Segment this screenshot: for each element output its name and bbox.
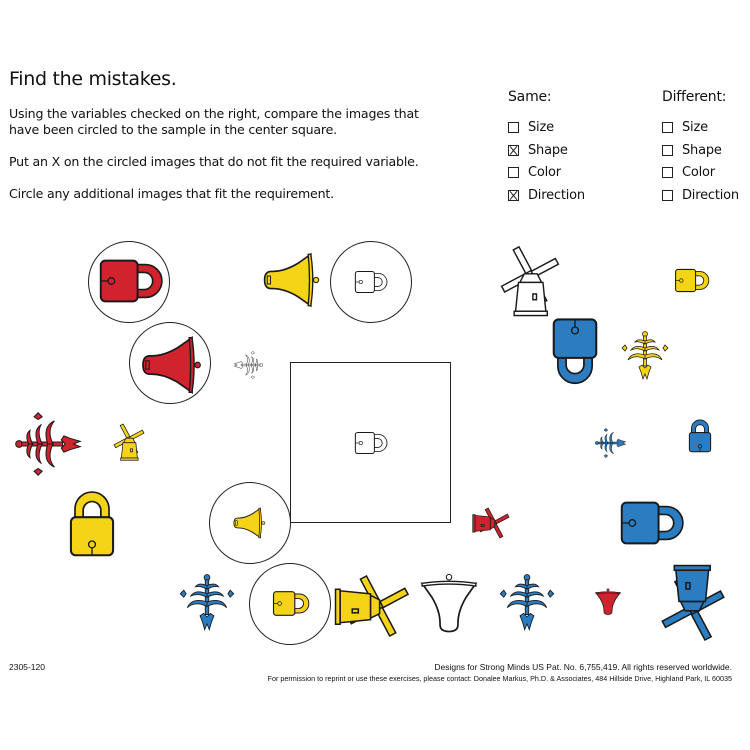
blue-padlock-up-icon[interactable] — [688, 418, 712, 454]
checkbox-different-color[interactable] — [662, 167, 673, 178]
instruction-line-4: Circle any additional images that fit the requirement. — [9, 186, 334, 201]
red-padlock-icon[interactable] — [98, 258, 164, 304]
blue-flower-icon[interactable] — [498, 568, 556, 638]
different-shape-option[interactable] — [662, 143, 722, 158]
yellow-bell-icon[interactable] — [258, 250, 324, 310]
checkbox-different-size[interactable] — [662, 122, 673, 133]
yellow-bell-small-icon[interactable] — [230, 506, 268, 540]
option-label: Size — [682, 120, 708, 135]
same-color-option[interactable] — [508, 165, 561, 180]
same-direction-option[interactable] — [508, 188, 585, 203]
same-shape-option[interactable] — [508, 143, 568, 158]
option-label: Size — [528, 120, 554, 135]
option-label: Direction — [528, 188, 585, 203]
blue-padlock-right-icon[interactable] — [618, 500, 686, 546]
red-flower-icon[interactable] — [15, 409, 83, 479]
instruction-line-1: Using the variables checked on the right, compare the images that — [9, 106, 419, 121]
instruction-line-2: have been circled to the sample in the center square. — [9, 122, 337, 137]
exercise-code: 2305-120 — [9, 662, 45, 672]
same-heading: Same: — [508, 89, 552, 105]
red-windmill-small-icon[interactable] — [472, 504, 510, 542]
different-heading: Different: — [662, 89, 727, 105]
yellow-windmill-small-icon[interactable] — [110, 422, 148, 462]
checkbox-different-shape[interactable] — [662, 145, 673, 156]
different-size-option[interactable] — [662, 120, 708, 135]
option-label: Shape — [682, 143, 722, 158]
yellow-padlock-circled-icon[interactable] — [272, 590, 310, 617]
option-label: Color — [528, 165, 561, 180]
white-padlock-icon[interactable] — [354, 270, 388, 294]
copyright-notice: Designs for Strong Minds US Pat. No. 6,755,419. All rights reserved worldwide. — [434, 662, 732, 672]
permission-notice: For permission to reprint or use these exercises, please contact: Donalee Markus, Ph.D. & Associates, 484 Hillside Drive, Highland Park, IL 60035 — [267, 674, 732, 683]
blue-windmill-down-icon[interactable] — [654, 564, 732, 642]
option-label: Shape — [528, 143, 568, 158]
different-direction-option[interactable] — [662, 188, 739, 203]
sample-padlock-icon — [354, 431, 388, 455]
checkbox-same-color[interactable] — [508, 167, 519, 178]
option-label: Color — [682, 165, 715, 180]
instruction-line-3: Put an X on the circled images that do not fit the required variable. — [9, 154, 419, 169]
blue-flower-icon[interactable] — [178, 568, 236, 638]
option-label: Direction — [682, 188, 739, 203]
checkbox-same-shape[interactable] — [508, 145, 519, 156]
red-bell-icon[interactable] — [136, 333, 206, 397]
checkbox-same-size[interactable] — [508, 122, 519, 133]
blue-padlock-down-icon[interactable] — [551, 316, 599, 386]
same-size-option[interactable] — [508, 120, 554, 135]
yellow-padlock-up-icon[interactable] — [68, 490, 116, 558]
yellow-windmill-right-icon[interactable] — [334, 568, 410, 644]
checkbox-same-direction[interactable] — [508, 190, 519, 201]
red-bell-small-icon[interactable] — [594, 584, 622, 620]
white-windmill-icon[interactable] — [494, 243, 566, 319]
yellow-flower-icon[interactable] — [620, 325, 670, 387]
page-title: Find the mistakes. — [9, 68, 177, 90]
blue-flower-small-icon[interactable] — [595, 426, 627, 460]
checkbox-different-direction[interactable] — [662, 190, 673, 201]
yellow-padlock-small-icon[interactable] — [674, 268, 710, 293]
white-flower-small-icon[interactable] — [233, 350, 263, 380]
white-bell-icon[interactable] — [418, 568, 480, 640]
different-color-option[interactable] — [662, 165, 715, 180]
